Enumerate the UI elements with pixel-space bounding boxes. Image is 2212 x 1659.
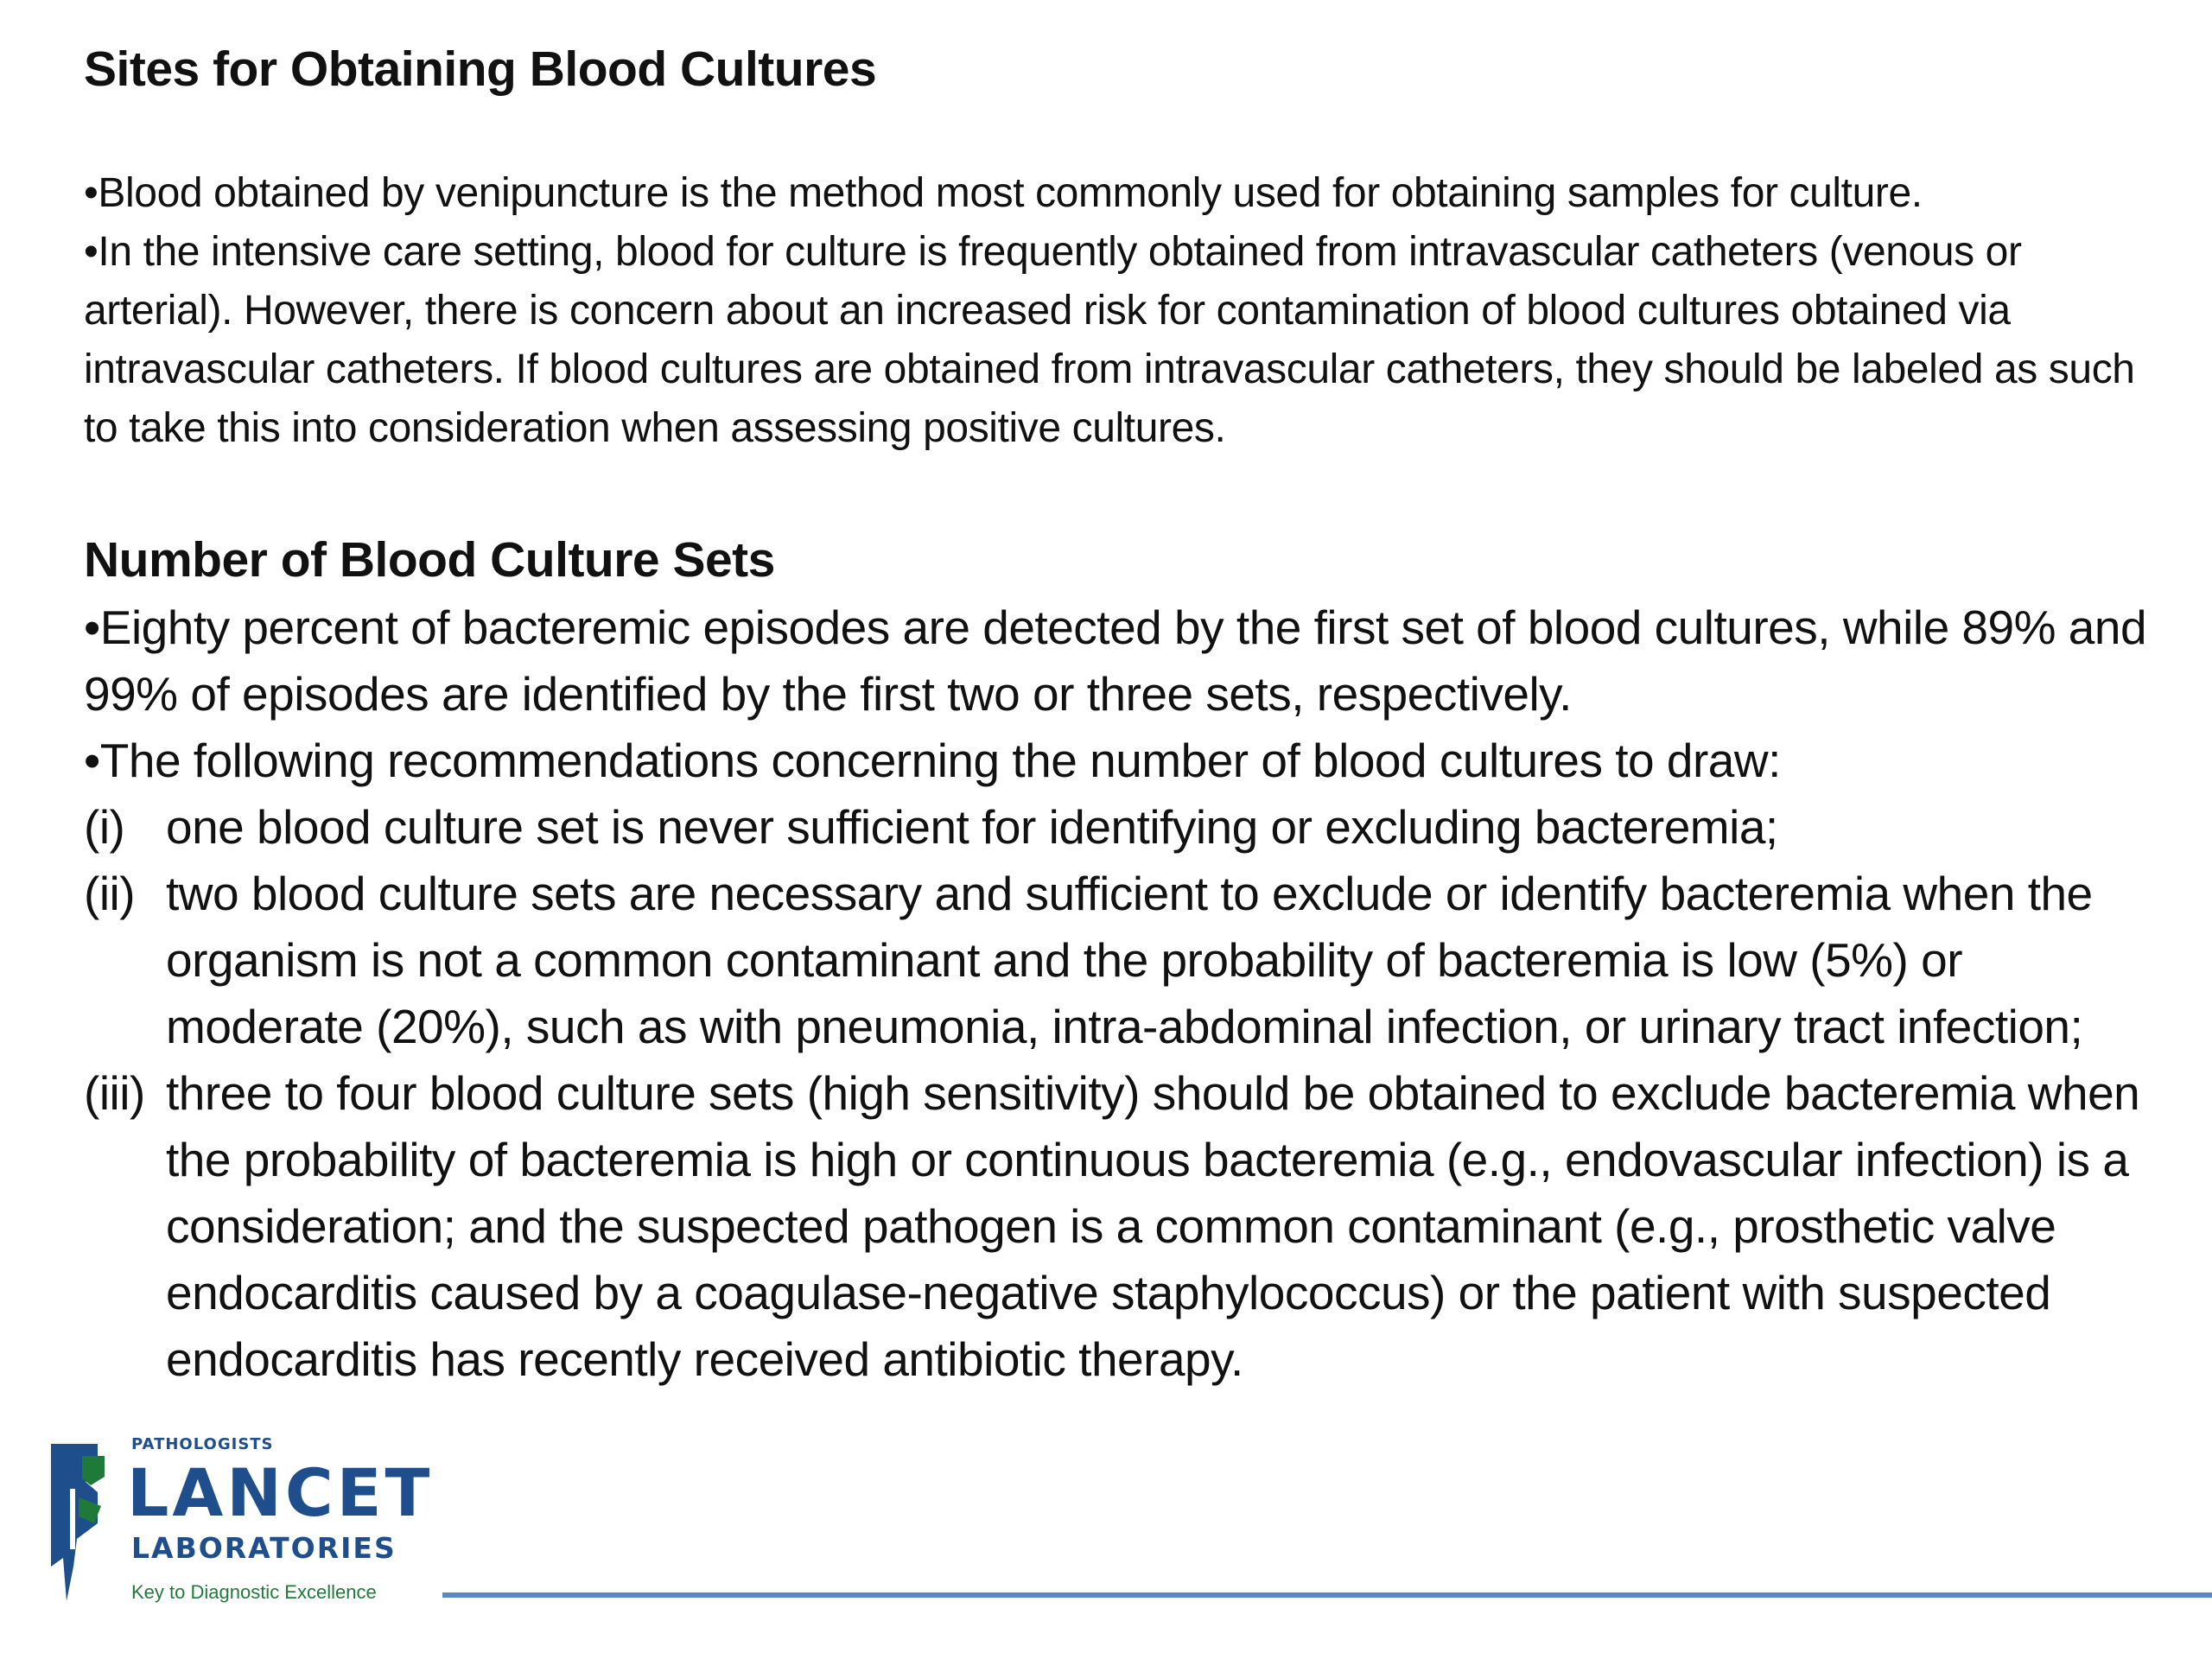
bullet-intravascular-catheters: •In the intensive care setting, blood for culture is frequently obtained from intravascular catheters (venous or arterial). However, there is concern about an increased risk for contamination of blood cultures obtained via intravascular catheters. If blood cultures are obtained from intravascular catheters, they should be labeled as such to take this into consideration when assessing positive cultures.: [84, 229, 2135, 451]
lancet-emblem-icon: [48, 1437, 117, 1610]
logo-sub: LABORATORIES: [131, 1531, 397, 1565]
footer-divider: [442, 1592, 2212, 1598]
recommendation-label: (iii): [84, 1066, 145, 1120]
logo-kicker: PATHOLOGISTS: [131, 1435, 274, 1453]
recommendation-text: one blood culture set is never sufficient for identifying or excluding bacteremia;: [166, 800, 1778, 854]
recommendation-item: [84, 794, 2158, 861]
sites-bullet-list: [84, 164, 2158, 458]
bullet-recommendations-intro: •The following recommendations concerning the number of blood cultures to draw:: [84, 734, 1781, 787]
recommendation-text: two blood culture sets are necessary and sufficient to exclude or identify bacteremia when the organism is not a common contaminant and the probability of bacteremia is low (5%) or moderate (20%), such as with pneumonia, intra-abdominal infection, or urinary tract infection;: [166, 867, 2093, 1053]
logo-tagline: Key to Diagnostic Excellence: [131, 1581, 377, 1603]
section-title-sites: Sites for Obtaining Blood Cultures: [84, 41, 877, 97]
recommendation-label: (i): [84, 800, 125, 854]
recommendation-text: three to four blood culture sets (high sensitivity) should be obtained to exclude bacteremia when the probability of bacteremia is high or continuous bacteremia (e.g., endovascular infection) is a consideration; and the suspected pathogen is a common contaminant (e.g., prosthetic valve endocarditis caused by a coagulase-negative staphylococcus) or the patient with suspected endocarditis has recently received antibiotic therapy.: [166, 1066, 2140, 1386]
logo-name: LANCET: [127, 1454, 434, 1531]
slide-content: [84, 35, 2158, 1393]
section-title-number-of-sets: Number of Blood Culture Sets: [84, 532, 775, 588]
recommendation-item: [84, 1060, 2158, 1393]
recommendation-item: [84, 861, 2158, 1060]
bullet-detection-percentages: •Eighty percent of bacteremic episodes are detected by the first set of blood cultures, while 89% and 99% of episodes are identified by the first two or three sets, respectively.: [84, 601, 2147, 721]
bullet-venipuncture: •Blood obtained by venipuncture is the method most commonly used for obtaining samples for culture.: [84, 170, 1923, 216]
lancet-logo: [48, 1430, 434, 1611]
recommendation-label: (ii): [84, 867, 136, 920]
